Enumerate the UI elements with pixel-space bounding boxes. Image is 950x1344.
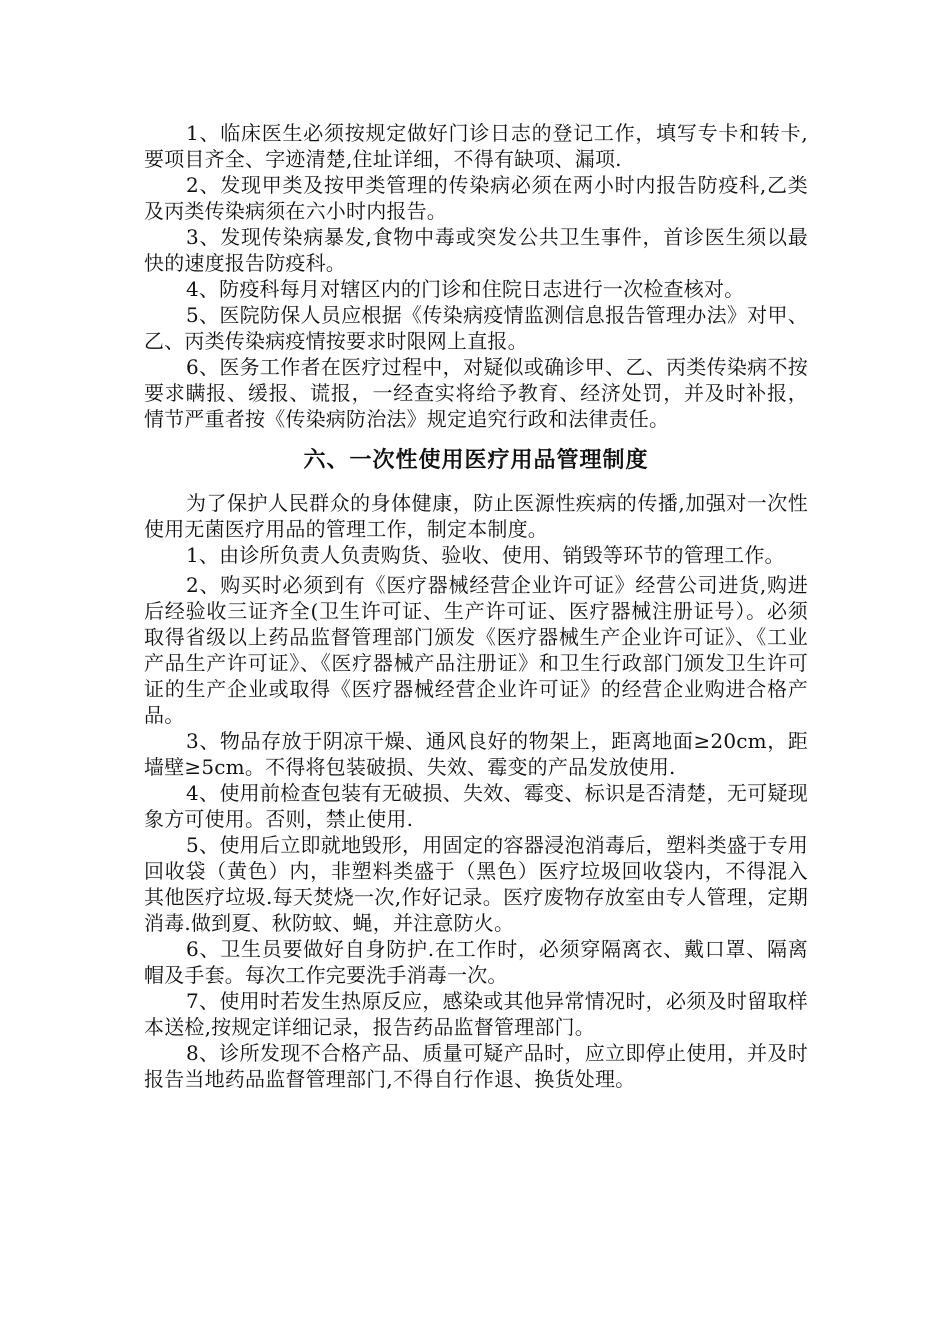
prev-item-1: 1、临床医生必须按规定做好门诊日志的登记工作，填写专卡和转卡,要项目齐全、字迹清楚,住址详细，不得有缺项、漏项. <box>144 121 808 171</box>
section-six-item-2: 2、购买时必须到有《医疗器械经营企业许可证》经营公司进货,购进后经验收三证齐全(卫生许可证、生产许可证、医疗器械注册证号）。必须取得省级以上药品监督管理部门颁发《医疗器械生产企业许可证》、《工业产品生产许可证》、《医疗器械产品注册证》和卫生行政部门颁发卫生许可证的生产企业或取得《医疗器械经营企业许可证》的经营企业购进合格产品。 <box>144 573 808 727</box>
section-six-title: 六、一次性使用医疗用品管理制度 <box>303 447 649 473</box>
section-six-item-8: 8、诊所发现不合格产品、质量可疑产品时，应立即停止使用，并及时报告当地药品监督管理部门,不得自行作退、换货处理。 <box>144 1041 808 1091</box>
prev-item-4: 4、防疫科每月对辖区内的门诊和住院日志进行一次检查核对。 <box>186 277 745 301</box>
prev-item-3: 3、发现传染病暴发,食物中毒或突发公共卫生事件，首诊医生须以最快的速度报告防疫科。 <box>144 225 808 275</box>
prev-item-6: 6、医务工作者在医疗过程中，对疑似或确诊甲、乙、丙类传染病不按要求瞒报、缓报、谎报，一经查实将给予教育、经济处罚，并及时补报，情节严重者按《传染病防治法》规定追究行政和法律责任。 <box>144 355 808 431</box>
section-six-item-1: 1、由诊所负责人负责购货、验收、使用、销毁等环节的管理工作。 <box>186 543 785 567</box>
section-six-item-7: 7、使用时若发生热原反应，感染或其他异常情况时，必须及时留取样本送检,按规定详细记录，报告药品监督管理部门。 <box>144 989 808 1039</box>
prev-item-2: 2、发现甲类及按甲类管理的传染病必须在两小时内报告防疫科,乙类及丙类传染病须在六小时内报告。 <box>144 173 808 223</box>
section-six-item-6: 6、卫生员要做好自身防护.在工作时，必须穿隔离衣、戴口罩、隔离帽及手套。每次工作完要洗手消毒一次。 <box>144 937 808 987</box>
section-six-item-3: 3、物品存放于阴凉干燥、通风良好的物架上，距离地面≥20cm，距墙壁≥5cm。不得将包装破损、失效、霉变的产品发放使用. <box>144 729 808 779</box>
prev-item-5: 5、医院防保人员应根据《传染病疫情监测信息报告管理办法》对甲、乙、丙类传染病疫情按要求时限网上直报。 <box>144 303 808 353</box>
section-six-item-5: 5、使用后立即就地毁形，用固定的容器浸泡消毒后，塑料类盛于专用回收袋（黄色）内，非塑料类盛于（黑色）医疗垃圾回收袋内，不得混入其他医疗垃圾.每天焚烧一次,作好记录。医疗废物存放室由专人管理，定期消毒.做到夏、秋防蚊、蝇，并注意防火。 <box>144 833 808 935</box>
section-six-item-4: 4、使用前检查包装有无破损、失效、霉变、标识是否清楚，无可疑现象方可使用。否则，禁止使用. <box>144 781 808 831</box>
document-page <box>144 120 808 1092</box>
section-six-intro: 为了保护人民群众的身体健康，防止医源性疾病的传播,加强对一次性使用无菌医疗用品的管理工作，制定本制度。 <box>144 491 808 541</box>
